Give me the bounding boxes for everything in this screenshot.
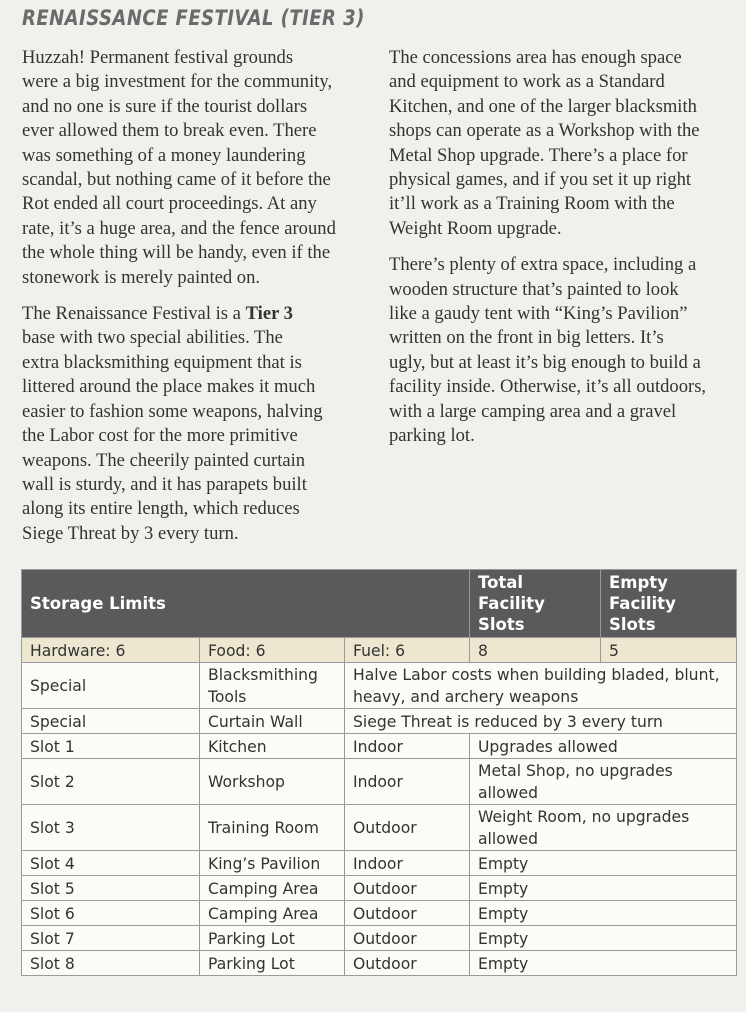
intro-paragraph <box>22 46 362 290</box>
text-line: the Labor cost for the more primitive <box>22 425 298 447</box>
space-paragraph <box>389 253 725 448</box>
location-cell: Outdoor <box>345 876 470 901</box>
location-cell: Outdoor <box>345 805 470 851</box>
slot-cell: Slot 7 <box>22 926 200 951</box>
location-cell: Outdoor <box>345 901 470 926</box>
total-slots-value: 8 <box>470 638 601 663</box>
text-line: facility inside. Otherwise, it’s all outdoors, <box>389 376 707 398</box>
storage-table <box>21 569 737 976</box>
notes-cell: Empty <box>470 951 737 976</box>
location-cell: Outdoor <box>345 926 470 951</box>
notes-cell: Metal Shop, no upgrades allowed <box>470 759 737 805</box>
text-line: wall is sturdy, and it has parapets built <box>22 473 307 495</box>
slot-cell: Slot 2 <box>22 759 200 805</box>
right-column <box>389 46 725 461</box>
text-line: Rot ended all court proceedings. At any <box>22 193 317 215</box>
facility-cell: Camping Area <box>200 901 345 926</box>
table-row <box>22 734 737 759</box>
text-line: ugly, but at least it’s big enough to build a <box>389 351 701 373</box>
tier-paragraph <box>22 302 362 546</box>
table-row <box>22 901 737 926</box>
text-line: weapons. The cheerily painted curtain <box>22 449 306 471</box>
text-line: wooden structure that’s painted to look <box>389 278 679 300</box>
total-slots-header: Total Facility Slots <box>470 570 601 638</box>
notes-cell: Empty <box>470 851 737 876</box>
slot-cell: Special <box>22 709 200 734</box>
text-line: ever allowed them to break even. There <box>22 120 317 142</box>
text-line: like a gaudy tent with “King’s Pavilion” <box>389 303 688 325</box>
facility-cell: Training Room <box>200 805 345 851</box>
effect-cell: Siege Threat is reduced by 3 every turn <box>345 709 737 734</box>
notes-cell: Upgrades allowed <box>470 734 737 759</box>
slot-cell: Slot 8 <box>22 951 200 976</box>
table-row <box>22 876 737 901</box>
text-line: Huzzah! Permanent festival grounds <box>22 47 294 68</box>
facility-cell: Kitchen <box>200 734 345 759</box>
location-cell: Indoor <box>345 759 470 805</box>
limits-row <box>22 638 737 663</box>
facility-cell: Camping Area <box>200 876 345 901</box>
text-line: the whole thing will be handy, even if the <box>22 242 331 264</box>
text-line: shops can operate as a Workshop with the <box>389 120 700 142</box>
tier-label: Tier 3 <box>245 303 293 325</box>
effect-cell: Halve Labor costs when building bladed, blunt, heavy, and archery weapons <box>345 663 737 709</box>
facility-cell: Workshop <box>200 759 345 805</box>
slot-cell: Slot 5 <box>22 876 200 901</box>
facility-cell: Curtain Wall <box>200 709 345 734</box>
text-line <box>22 302 362 326</box>
left-column <box>22 46 362 558</box>
location-cell: Indoor <box>345 734 470 759</box>
text-line: it’ll work as a Training Room with the <box>389 193 675 215</box>
text-line: There’s plenty of extra space, including a <box>389 254 697 276</box>
page-title: RENAISSANCE FESTIVAL (TIER 3) <box>22 6 365 30</box>
table-row <box>22 951 737 976</box>
location-cell: Outdoor <box>345 951 470 976</box>
table-row <box>22 805 737 851</box>
text-line: and equipment to work as a Standard <box>389 71 665 93</box>
slot-cell: Slot 6 <box>22 901 200 926</box>
text-line: Kitchen, and one of the larger blacksmith <box>389 95 697 117</box>
hardware-limit: Hardware: 6 <box>22 638 200 663</box>
text-line: rate, it’s a huge area, and the fence around <box>22 217 336 239</box>
facility-cell: Blacksmithing Tools <box>200 663 345 709</box>
table-header-row <box>22 570 737 638</box>
notes-cell: Weight Room, no upgrades allowed <box>470 805 737 851</box>
text-line: Siege Threat by 3 every turn. <box>22 522 239 544</box>
slot-cell: Slot 1 <box>22 734 200 759</box>
text-line: easier to fashion some weapons, halving <box>22 400 323 422</box>
table-row <box>22 709 737 734</box>
slot-cell: Slot 3 <box>22 805 200 851</box>
notes-cell: Empty <box>470 926 737 951</box>
concessions-paragraph <box>389 46 725 241</box>
text-line: and no one is sure if the tourist dollars <box>22 95 308 117</box>
text-line: were a big investment for the community, <box>22 71 333 93</box>
storage-limits-header: Storage Limits <box>22 570 470 638</box>
location-cell: Indoor <box>345 851 470 876</box>
text-line: physical games, and if you set it up right <box>389 169 692 191</box>
text-line: written on the front in big letters. It’s <box>389 327 664 349</box>
text-line: extra blacksmithing equipment that is <box>22 351 302 373</box>
text-line: parking lot. <box>389 425 475 447</box>
food-limit: Food: 6 <box>200 638 345 663</box>
table-row <box>22 663 737 709</box>
text-line: along its entire length, which reduces <box>22 498 300 520</box>
text-line: The concessions area has enough space <box>389 47 682 68</box>
slot-cell: Slot 4 <box>22 851 200 876</box>
table-row <box>22 851 737 876</box>
text-line: scandal, but nothing came of it before the <box>22 169 331 191</box>
empty-slots-value: 5 <box>601 638 737 663</box>
text-line: stonework is merely painted on. <box>22 266 261 288</box>
slot-cell: Special <box>22 663 200 709</box>
table-row <box>22 926 737 951</box>
facility-cell: Parking Lot <box>200 951 345 976</box>
text-line: base with two special abilities. The <box>22 327 283 349</box>
table-row <box>22 759 737 805</box>
text-line: was something of a money laundering <box>22 144 306 166</box>
notes-cell: Empty <box>470 901 737 926</box>
notes-cell: Empty <box>470 876 737 901</box>
text-line: Metal Shop upgrade. There’s a place for <box>389 144 688 166</box>
facility-cell: Parking Lot <box>200 926 345 951</box>
tier-prefix: The Renaissance Festival is a <box>22 303 246 325</box>
text-line: with a large camping area and a gravel <box>389 400 677 422</box>
fuel-limit: Fuel: 6 <box>345 638 470 663</box>
empty-slots-header: Empty Facility Slots <box>601 570 737 638</box>
text-line: littered around the place makes it much <box>22 376 316 398</box>
facility-cell: King’s Pavilion <box>200 851 345 876</box>
text-line: Weight Room upgrade. <box>389 217 562 239</box>
